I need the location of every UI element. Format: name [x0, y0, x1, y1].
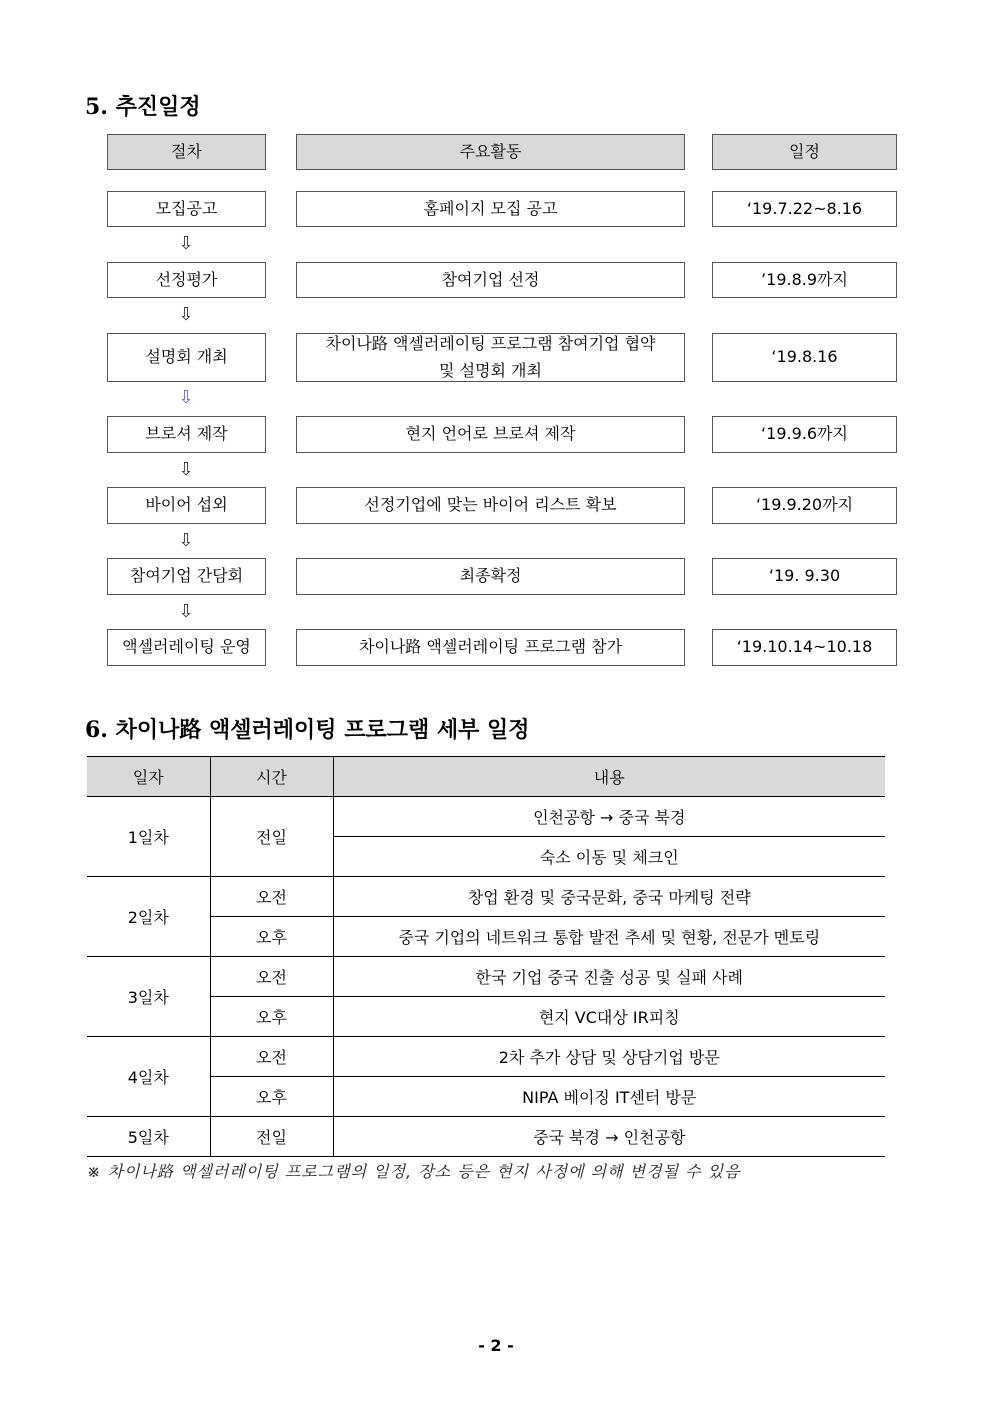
date-box: ‘19.8.16 — [712, 333, 897, 382]
header-step: 절차 — [107, 134, 266, 170]
down-arrow-icon: ⇩ — [178, 387, 194, 408]
header-content: 내용 — [333, 757, 885, 797]
time-cell: 전일 — [210, 1117, 333, 1157]
step-box: 모집공고 — [107, 191, 266, 227]
day-cell: 3일차 — [87, 957, 210, 1037]
activity-box: 차이나路 액셀러레이팅 프로그램 참가 — [296, 629, 685, 666]
step-box: 선정평가 — [107, 262, 266, 298]
time-cell: 오후 — [210, 917, 333, 957]
table-row — [87, 957, 885, 997]
time-cell: 오후 — [210, 1077, 333, 1117]
down-arrow-icon: ⇩ — [178, 530, 194, 551]
content-cell: 한국 기업 중국 진출 성공 및 실패 사례 — [333, 957, 885, 997]
activity-line: 및 설명회 개최 — [439, 360, 542, 380]
day-cell: 4일차 — [87, 1037, 210, 1117]
date-box: ‘19.10.14~10.18 — [712, 629, 897, 666]
table-row — [87, 1117, 885, 1157]
activity-box: 최종확정 — [296, 558, 685, 595]
date-box: ‘19.7.22~8.16 — [712, 191, 897, 227]
header-date: 일정 — [712, 134, 897, 170]
content-cell: 숙소 이동 및 체크인 — [333, 837, 885, 877]
date-box: ‘19. 9.30 — [712, 558, 897, 595]
time-cell: 오후 — [210, 997, 333, 1037]
activity-box — [296, 333, 685, 382]
table-header-row — [87, 757, 885, 797]
step-box: 참여기업 간담회 — [107, 558, 266, 595]
header-day: 일자 — [87, 757, 210, 797]
date-box: ‘19.9.20까지 — [712, 487, 897, 524]
activity-line: 차이나路 액셀러레이팅 프로그램 참여기업 협약 — [325, 334, 656, 354]
content-cell: 2차 추가 상담 및 상담기업 방문 — [333, 1037, 885, 1077]
section-6-title: 6. 차이나路 액셀러레이팅 프로그램 세부 일정 — [85, 717, 530, 743]
header-time: 시간 — [210, 757, 333, 797]
page-number: - 2 - — [478, 1336, 514, 1355]
content-cell: 인천공항 → 중국 북경 — [333, 797, 885, 837]
content-cell: 창업 환경 및 중국문화, 중국 마케팅 전략 — [333, 877, 885, 917]
down-arrow-icon: ⇩ — [178, 304, 194, 325]
activity-box: 현지 언어로 브로셔 제작 — [296, 416, 685, 453]
section-5-title: 5. 추진일정 — [85, 94, 201, 120]
table-row — [87, 1037, 885, 1077]
step-box: 바이어 섭외 — [107, 487, 266, 524]
activity-box: 선정기업에 맞는 바이어 리스트 확보 — [296, 487, 685, 524]
content-cell: NIPA 베이징 IT센터 방문 — [333, 1077, 885, 1117]
activity-box: 참여기업 선정 — [296, 262, 685, 298]
day-cell: 5일차 — [87, 1117, 210, 1157]
date-box: ‘19.9.6까지 — [712, 416, 897, 453]
table-row — [87, 877, 885, 917]
time-cell: 오전 — [210, 957, 333, 997]
day-cell: 1일차 — [87, 797, 210, 877]
step-box: 설명회 개최 — [107, 333, 266, 382]
day-cell: 2일차 — [87, 877, 210, 957]
header-activity: 주요활동 — [296, 134, 685, 170]
step-box: 액셀러레이팅 운영 — [107, 629, 266, 666]
content-cell: 중국 북경 → 인천공항 — [333, 1117, 885, 1157]
schedule-note: ※ 차이나路 액셀러레이팅 프로그램의 일정, 장소 등은 현지 사정에 의해 변경될 수 있음 — [87, 1162, 741, 1181]
table-row — [87, 797, 885, 837]
time-cell: 오전 — [210, 1037, 333, 1077]
date-box: ’19.8.9까지 — [712, 262, 897, 298]
content-cell: 중국 기업의 네트워크 통합 발전 추세 및 현황, 전문가 멘토링 — [333, 917, 885, 957]
time-cell: 전일 — [210, 797, 333, 877]
step-box: 브로셔 제작 — [107, 416, 266, 453]
down-arrow-icon: ⇩ — [178, 601, 194, 622]
activity-box: 홈페이지 모집 공고 — [296, 191, 685, 227]
time-cell: 오전 — [210, 877, 333, 917]
content-cell: 현지 VC대상 IR피칭 — [333, 997, 885, 1037]
down-arrow-icon: ⇩ — [178, 459, 194, 480]
down-arrow-icon: ⇩ — [178, 233, 194, 254]
schedule-table — [87, 756, 885, 1157]
